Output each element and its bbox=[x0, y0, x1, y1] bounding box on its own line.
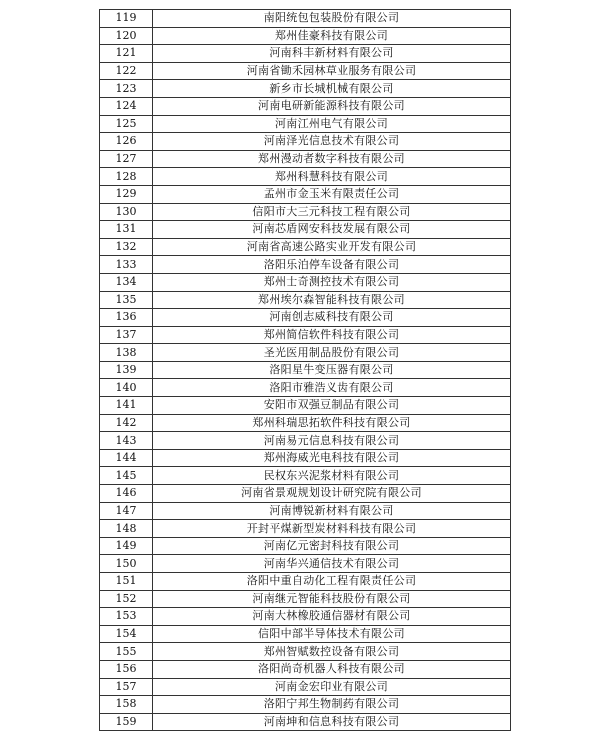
company-name-cell: 河南江州电气有限公司 bbox=[153, 115, 511, 133]
table-row bbox=[100, 133, 511, 151]
company-name-cell: 河南华兴通信技术有限公司 bbox=[153, 555, 511, 573]
table-row bbox=[100, 256, 511, 274]
company-name-cell: 孟州市金玉米有限责任公司 bbox=[153, 185, 511, 203]
company-list-body bbox=[100, 10, 511, 731]
row-number-cell: 158 bbox=[100, 696, 153, 714]
row-number-cell: 131 bbox=[100, 221, 153, 239]
company-name-cell: 洛阳市雅浩义齿有限公司 bbox=[153, 379, 511, 397]
company-name-cell: 河南泽光信息技术有限公司 bbox=[153, 133, 511, 151]
company-name-cell: 郑州埃尔森智能科技有限公司 bbox=[153, 291, 511, 309]
company-name-cell: 南阳统包包装股份有限公司 bbox=[153, 10, 511, 28]
row-number-cell: 142 bbox=[100, 414, 153, 432]
table-row bbox=[100, 273, 511, 291]
company-name-cell: 信阳市大三元科技工程有限公司 bbox=[153, 203, 511, 221]
company-name-cell: 郑州科瑞思拓软件科技有限公司 bbox=[153, 414, 511, 432]
row-number-cell: 137 bbox=[100, 326, 153, 344]
table-row bbox=[100, 432, 511, 450]
row-number-cell: 123 bbox=[100, 80, 153, 98]
row-number-cell: 132 bbox=[100, 238, 153, 256]
table-row bbox=[100, 150, 511, 168]
company-name-cell: 新乡市长城机械有限公司 bbox=[153, 80, 511, 98]
table-row bbox=[100, 10, 511, 28]
row-number-cell: 138 bbox=[100, 344, 153, 362]
table-row bbox=[100, 502, 511, 520]
company-name-cell: 圣光医用制品股份有限公司 bbox=[153, 344, 511, 362]
table-row bbox=[100, 168, 511, 186]
row-number-cell: 136 bbox=[100, 309, 153, 327]
company-name-cell: 郑州科慧科技有限公司 bbox=[153, 168, 511, 186]
table-row bbox=[100, 361, 511, 379]
company-name-cell: 河南易元信息科技有限公司 bbox=[153, 432, 511, 450]
table-row bbox=[100, 414, 511, 432]
row-number-cell: 127 bbox=[100, 150, 153, 168]
table-row bbox=[100, 713, 511, 731]
company-name-cell: 信阳中部半导体技术有限公司 bbox=[153, 625, 511, 643]
row-number-cell: 150 bbox=[100, 555, 153, 573]
company-name-cell: 河南亿元密封科技有限公司 bbox=[153, 537, 511, 555]
company-name-cell: 郑州士奇测控技术有限公司 bbox=[153, 273, 511, 291]
company-name-cell: 安阳市双强豆制品有限公司 bbox=[153, 397, 511, 415]
row-number-cell: 151 bbox=[100, 573, 153, 591]
company-name-cell: 开封平煤新型炭材料科技有限公司 bbox=[153, 520, 511, 538]
row-number-cell: 152 bbox=[100, 590, 153, 608]
row-number-cell: 120 bbox=[100, 27, 153, 45]
table-row bbox=[100, 397, 511, 415]
row-number-cell: 154 bbox=[100, 625, 153, 643]
table-row bbox=[100, 238, 511, 256]
row-number-cell: 122 bbox=[100, 62, 153, 80]
table-row bbox=[100, 27, 511, 45]
table-row bbox=[100, 608, 511, 626]
table-row bbox=[100, 520, 511, 538]
company-name-cell: 洛阳中重自动化工程有限责任公司 bbox=[153, 573, 511, 591]
table-row bbox=[100, 291, 511, 309]
row-number-cell: 130 bbox=[100, 203, 153, 221]
company-name-cell: 郑州佳豪科技有限公司 bbox=[153, 27, 511, 45]
company-name-cell: 河南创志威科技有限公司 bbox=[153, 309, 511, 327]
company-name-cell: 洛阳星牛变压器有限公司 bbox=[153, 361, 511, 379]
row-number-cell: 126 bbox=[100, 133, 153, 151]
company-list-table bbox=[99, 9, 511, 731]
row-number-cell: 149 bbox=[100, 537, 153, 555]
row-number-cell: 140 bbox=[100, 379, 153, 397]
table-row bbox=[100, 309, 511, 327]
company-name-cell: 河南继元智能科技股份有限公司 bbox=[153, 590, 511, 608]
row-number-cell: 155 bbox=[100, 643, 153, 661]
row-number-cell: 141 bbox=[100, 397, 153, 415]
table-row bbox=[100, 97, 511, 115]
company-name-cell: 郑州简信软件科技有限公司 bbox=[153, 326, 511, 344]
row-number-cell: 145 bbox=[100, 467, 153, 485]
row-number-cell: 159 bbox=[100, 713, 153, 731]
company-name-cell: 河南大林橡胶通信器材有限公司 bbox=[153, 608, 511, 626]
row-number-cell: 143 bbox=[100, 432, 153, 450]
company-name-cell: 河南省景观规划设计研究院有限公司 bbox=[153, 485, 511, 503]
row-number-cell: 129 bbox=[100, 185, 153, 203]
row-number-cell: 135 bbox=[100, 291, 153, 309]
company-name-cell: 河南省高速公路实业开发有限公司 bbox=[153, 238, 511, 256]
table-row bbox=[100, 449, 511, 467]
company-name-cell: 河南芯盾网安科技发展有限公司 bbox=[153, 221, 511, 239]
company-name-cell: 河南省锄禾园林草业服务有限公司 bbox=[153, 62, 511, 80]
row-number-cell: 133 bbox=[100, 256, 153, 274]
row-number-cell: 157 bbox=[100, 678, 153, 696]
company-name-cell: 洛阳宁邦生物制药有限公司 bbox=[153, 696, 511, 714]
table-row bbox=[100, 625, 511, 643]
row-number-cell: 124 bbox=[100, 97, 153, 115]
company-name-cell: 河南科丰新材料有限公司 bbox=[153, 45, 511, 63]
company-name-cell: 河南金宏印业有限公司 bbox=[153, 678, 511, 696]
table-row bbox=[100, 379, 511, 397]
company-name-cell: 河南电研新能源科技有限公司 bbox=[153, 97, 511, 115]
table-row bbox=[100, 555, 511, 573]
table-row bbox=[100, 115, 511, 133]
row-number-cell: 144 bbox=[100, 449, 153, 467]
company-name-cell: 郑州智赋数控设备有限公司 bbox=[153, 643, 511, 661]
row-number-cell: 146 bbox=[100, 485, 153, 503]
table-row bbox=[100, 221, 511, 239]
table-row bbox=[100, 45, 511, 63]
table-row bbox=[100, 185, 511, 203]
row-number-cell: 139 bbox=[100, 361, 153, 379]
company-name-cell: 郑州漫动者数字科技有限公司 bbox=[153, 150, 511, 168]
table-row bbox=[100, 537, 511, 555]
table-row bbox=[100, 203, 511, 221]
row-number-cell: 128 bbox=[100, 168, 153, 186]
row-number-cell: 134 bbox=[100, 273, 153, 291]
company-name-cell: 民权东兴泥浆材料有限公司 bbox=[153, 467, 511, 485]
company-name-cell: 河南坤和信息科技有限公司 bbox=[153, 713, 511, 731]
row-number-cell: 121 bbox=[100, 45, 153, 63]
row-number-cell: 147 bbox=[100, 502, 153, 520]
company-name-cell: 洛阳乐泊停车设备有限公司 bbox=[153, 256, 511, 274]
table-row bbox=[100, 643, 511, 661]
company-name-cell: 洛阳尚奇机器人科技有限公司 bbox=[153, 660, 511, 678]
table-row bbox=[100, 344, 511, 362]
table-row bbox=[100, 485, 511, 503]
row-number-cell: 153 bbox=[100, 608, 153, 626]
table-row bbox=[100, 467, 511, 485]
table-row bbox=[100, 660, 511, 678]
table-row bbox=[100, 80, 511, 98]
row-number-cell: 156 bbox=[100, 660, 153, 678]
table-row bbox=[100, 62, 511, 80]
table-row bbox=[100, 326, 511, 344]
table-row bbox=[100, 678, 511, 696]
company-name-cell: 河南博锐新材料有限公司 bbox=[153, 502, 511, 520]
table-row bbox=[100, 696, 511, 714]
row-number-cell: 125 bbox=[100, 115, 153, 133]
table-row bbox=[100, 590, 511, 608]
table-row bbox=[100, 573, 511, 591]
row-number-cell: 148 bbox=[100, 520, 153, 538]
row-number-cell: 119 bbox=[100, 10, 153, 28]
company-name-cell: 郑州海威光电科技有限公司 bbox=[153, 449, 511, 467]
